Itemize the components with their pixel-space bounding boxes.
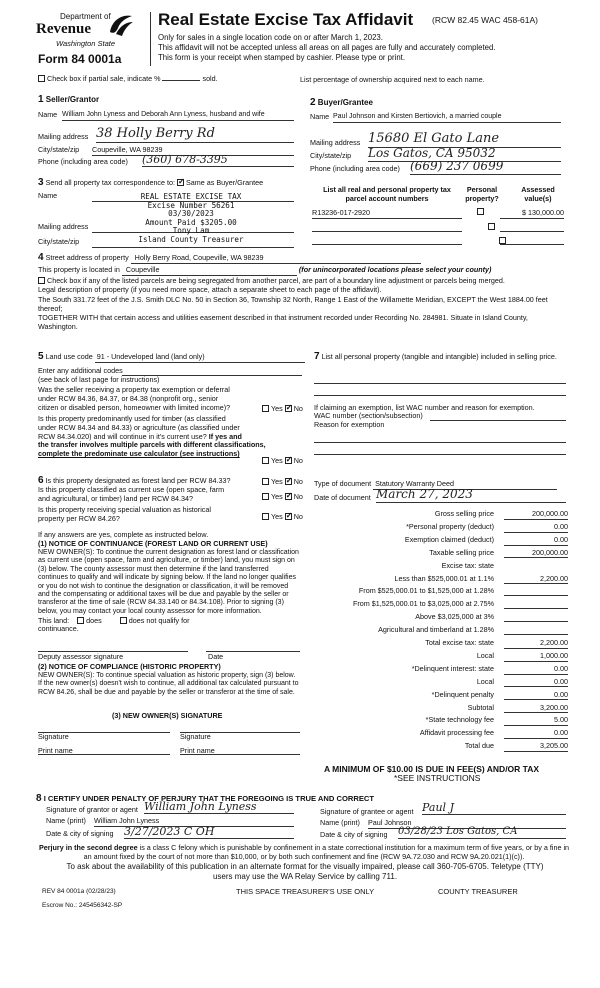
seller-city-label: City/state/zip — [38, 145, 80, 154]
perjury-notice: Perjury in the second degree is a class C felony which is punishable by confinement in a state correctional institution for a maximum term of five years, or by a fine in an amount fixed by the court of not more than $10,000, or by both such confinement and fine (RCW 9A.72.030 and RCW 9A.20.021(1)(c)). — [38, 843, 570, 861]
assessed-value[interactable]: $ 130,000.00 — [500, 209, 564, 219]
tax-row-value[interactable]: 0.00 — [504, 536, 568, 546]
sec7-row: 7 List all personal property (tangible and intangible) included in selling price. — [314, 351, 557, 362]
seller-heading: 1 Seller/Grantor — [38, 94, 100, 105]
segregated-row: Check box if any of the listed parcels are being segregated from another parcel, are part of a boundary line adjustment or parcels being merged. — [38, 277, 566, 286]
tax-row-label: Excise tax: state — [441, 560, 494, 570]
minimum-notice: A MINIMUM OF $10.00 IS DUE IN FEE(S) AND/OR TAX — [324, 764, 540, 774]
assessed-header: Assessed value(s) — [521, 185, 555, 203]
historic-heading: (2) NOTICE OF COMPLIANCE (HISTORIC PROPERTY) — [38, 662, 221, 671]
tax-row-label: Total excise tax: state — [425, 638, 494, 647]
additional-codes-line — [122, 375, 302, 376]
see-instructions: *SEE INSTRUCTIONS — [394, 773, 481, 783]
reason-line-1 — [314, 442, 566, 443]
reason-line-2 — [314, 454, 566, 455]
exemption-question: Was the seller receiving a property tax exemption or deferral under RCW 84.36, 84.37, or 84.38 (nonprofit org., senior citizen or disabled person, homeowner with limited income)? — [38, 385, 231, 412]
tax-row-label: *Personal property (deduct) — [406, 521, 494, 531]
tax-row-value[interactable] — [504, 626, 568, 635]
tax-row-label: Agricultural and timberland at 1.28% — [378, 625, 494, 635]
tax-row-label: Less than $525,000.01 at 1.1% — [394, 573, 494, 583]
owner-sig-label-2: Signature — [180, 732, 211, 741]
located-row: This property is located in Coupeville (for unincorporated locations please select your county) — [38, 265, 492, 274]
grantee-signature[interactable]: Paul J — [422, 801, 566, 815]
deputy-label: Deputy assessor signature — [38, 652, 124, 661]
tax-row-value[interactable]: 0.00 — [504, 665, 568, 675]
tax-row-value[interactable]: 2,200.00 — [504, 639, 568, 649]
tax-row-value[interactable]: 0.00 — [504, 523, 568, 533]
partial-sale-row: Check box if partial sale, indicate % sold. — [38, 74, 218, 84]
treasurer-use: THIS SPACE TREASURER'S USE ONLY — [236, 887, 375, 896]
grantor-name[interactable]: William John Lyness — [94, 817, 294, 827]
wac-label: WAC number (section/subsection) — [314, 411, 423, 420]
partial-pct-field[interactable] — [162, 74, 200, 81]
current-use-yn: Yes ✓ No — [262, 493, 303, 502]
county-treasurer: COUNTY TREASURER — [438, 887, 518, 896]
personal-line-1 — [314, 383, 566, 384]
dor-logo — [36, 12, 136, 52]
buyer-phone-label: Phone (including area code) — [310, 164, 400, 173]
seller-mail-field[interactable]: 38 Holly Berry Rd — [96, 126, 294, 143]
doc-date-field[interactable]: March 27, 2023 — [376, 487, 566, 503]
tax-row-value[interactable] — [504, 587, 568, 596]
revision: REV 84 0001a (02/28/23) — [42, 888, 116, 895]
street-address-field[interactable]: Holly Berry Road, Coupeville, WA 98239 — [131, 254, 421, 264]
forest-yes[interactable] — [262, 478, 269, 485]
tax-row-value[interactable]: 3,205.00 — [504, 742, 568, 752]
exemption-yes[interactable] — [262, 405, 269, 412]
owner-print-label-1: Print name — [38, 746, 73, 755]
sec4-row: 4 Street address of property Holly Berry Road, Coupeville, WA 98239 — [38, 252, 421, 264]
buyer-phone-field[interactable]: (669) 237 0699 — [410, 159, 561, 175]
additional-codes-label: Enter any additional codes (see back of last page for instructions) — [38, 366, 160, 384]
seller-phone-label: Phone (including area code) — [38, 157, 128, 166]
doc-date-label: Date of document — [314, 493, 371, 502]
tax-row-label: Affidavit processing fee — [419, 728, 494, 738]
this-land-row: This land: does does not qualify for — [38, 616, 190, 625]
tax-row-value[interactable]: 200,000.00 — [504, 510, 568, 520]
grantee-date-label: Date & city of signing — [320, 830, 388, 839]
legal-label: Legal description of property (if you need more space, attach a separate sheet to each page of the affidavit). — [38, 285, 382, 294]
tax-row-label: Local — [476, 650, 494, 660]
tax-row-label: *State technology fee — [425, 715, 494, 725]
forest-question: 6 Is this property designated as forest land per RCW 84.33? — [38, 475, 231, 486]
timber-question: Is this property predominantly used for timber (as classified under RCW 84.34 and 84.33) or agriculture (as classified under RCW 84.34.020) and will continue in it's current use? If yes and the transfer involves multiple parcels with different classifications, complete the predominate use calculator (see instructions) — [38, 414, 266, 459]
wa-logo-icon — [106, 12, 134, 38]
historic-question: Is this property receiving special valuation as historical property per RCW 84.26? — [38, 505, 211, 523]
grantee-name[interactable]: Paul Johnson — [368, 819, 566, 829]
parcel-header: List all real and personal property tax parcel account numbers — [323, 185, 451, 203]
ownership-note: List percentage of ownership acquired next to each name. — [300, 75, 485, 84]
personal-line-2 — [314, 395, 566, 396]
grantee-sig-label: Signature of grantee or agent — [320, 807, 414, 816]
doc-type-field[interactable]: Statutory Warranty Deed — [373, 480, 557, 490]
new-owner-sig-heading: (3) NEW OWNER(S) SIGNATURE — [112, 711, 223, 720]
header-line1: Only for sales in a single location code on or after March 1, 2023. — [158, 33, 383, 42]
form-number: Form 84 0001a — [38, 52, 122, 66]
escrow-number: Escrow No.: 245456342-SP — [42, 902, 123, 909]
tax-row-value[interactable]: 2,200.00 — [504, 575, 568, 585]
buyer-name-field[interactable]: Paul Johnson and Kirsten Bertiovich, a married couple — [333, 113, 561, 123]
doc-type-row: Type of document Statutory Warranty Deed — [314, 480, 557, 490]
tax-row-value[interactable]: 200,000.00 — [504, 549, 568, 559]
tax-row-value[interactable] — [504, 562, 568, 571]
grantor-name-label: Name (print) — [46, 816, 86, 825]
buyer-heading: 2 Buyer/Grantee — [310, 97, 373, 108]
tax-row-label: From $525,000.01 to $1,525,000 at 1.28% — [358, 586, 494, 596]
tax-row-label: Exemption claimed (deduct) — [404, 534, 494, 544]
tax-row-value[interactable] — [504, 613, 568, 622]
tax-row-label: Total due — [464, 741, 494, 751]
tax-row-value[interactable] — [504, 600, 568, 609]
does-not-checkbox[interactable] — [120, 617, 127, 624]
wac-line — [430, 420, 566, 421]
tax-row-label: Subtotal — [467, 702, 494, 712]
personal-checkbox-2[interactable] — [488, 223, 495, 230]
tax-row-label: From $1,525,000.01 to $3,025,000 at 2.75% — [352, 599, 494, 609]
continuance-heading: (1) NOTICE OF CONTINUANCE (FOREST LAND OR CURRENT USE) — [38, 539, 268, 548]
tax-row-label: Above $3,025,000 at 3% — [415, 612, 494, 622]
grantor-signature[interactable]: William John Lyness — [144, 800, 294, 814]
seller-city-field[interactable]: Coupeville, WA 98239 — [92, 146, 294, 156]
exemption-yn: Yes ✓ No — [262, 405, 303, 414]
seller-name-label: Name — [38, 110, 58, 119]
tax-row-value[interactable]: 1,000.00 — [504, 652, 568, 662]
forest-no[interactable] — [285, 478, 292, 485]
any-yes-note: If any answers are yes, complete as instructed below. — [38, 530, 209, 539]
current-use-no[interactable] — [285, 493, 292, 500]
header-divider — [150, 12, 151, 66]
sec5-row: 5 Land use code 91 - Undeveloped land (land only) — [38, 351, 305, 363]
historic-yn: Yes ✓ No — [262, 513, 303, 522]
seller-mail-label: Mailing address — [38, 132, 89, 141]
current-use-question: Is this property classified as current use (open space, farm and agricultural, or timber) land per RCW 84.34? — [38, 485, 225, 503]
tax-row-label: *Delinquent penalty — [431, 689, 494, 699]
reason-label: Reason for exemption — [314, 420, 385, 429]
does-checkbox[interactable] — [77, 617, 84, 624]
certify-heading: 8 I CERTIFY UNDER PENALTY OF PERJURY THAT THE FOREGOING IS TRUE AND CORRECT — [36, 793, 375, 804]
sec3-city-label: City/state/zip — [38, 237, 80, 246]
current-use-yes[interactable] — [262, 493, 269, 500]
grantor-date[interactable]: 3/27/2023 C OH — [124, 825, 294, 839]
parcel-number-3[interactable] — [312, 235, 462, 245]
header-line3: This form is your receipt when stamped by cashier. Please type or print. — [158, 53, 406, 62]
buyer-mail-field[interactable]: 15680 El Gato Lane — [368, 131, 561, 148]
location-field[interactable]: Coupeville — [122, 266, 297, 276]
grantee-name-label: Name (print) — [320, 818, 360, 827]
owner-print-label-2: Print name — [180, 746, 215, 755]
partial-sale-checkbox[interactable] — [38, 75, 45, 82]
treasurer-stamp: REAL ESTATE EXCISE TAX Excise Number 56261 03/30/2023 Amount Paid $3205.00 Tony Lam Island County Treasurer — [138, 192, 244, 244]
tax-row-label: Local — [476, 676, 494, 686]
seller-phone-field[interactable]: (360) 678-3395 — [142, 153, 294, 167]
tax-row-label: Taxable selling price — [429, 547, 494, 557]
continuance-label: continuance. — [38, 624, 79, 633]
tax-row-value[interactable]: 0.00 — [504, 678, 568, 688]
personal-checkbox-1[interactable] — [477, 208, 484, 215]
owner-sig-label-1: Signature — [38, 732, 69, 741]
exemption-no[interactable] — [285, 405, 292, 412]
sec3-row: 3 Send all property tax correspondence to: ✓ Same as Buyer/Grantee — [38, 177, 263, 189]
same-as-buyer-checkbox[interactable] — [177, 179, 184, 186]
tax-row-label: Gross selling price — [434, 509, 494, 518]
state-text: Washington State — [56, 39, 116, 48]
grantor-date-label: Date & city of signing — [46, 829, 114, 838]
exemption-claim: If claiming an exemption, list WAC number and reason for exemption. — [314, 403, 535, 412]
buyer-name-label: Name — [310, 112, 330, 121]
sec3-mail-label: Mailing address — [38, 222, 89, 231]
form-title: Real Estate Excise Tax Affidavit — [158, 10, 414, 29]
timber-no[interactable] — [285, 457, 292, 464]
seller-name-field[interactable]: William John Lyness and Deborah Ann Lyness, husband and wife — [62, 111, 294, 121]
forest-yn: Yes ✓ No — [262, 478, 303, 487]
segregated-checkbox[interactable] — [38, 277, 45, 284]
assessed-value-2[interactable] — [500, 222, 564, 232]
tax-row-value[interactable]: 0.00 — [504, 691, 568, 701]
tax-row-value[interactable]: 5.00 — [504, 716, 568, 726]
deputy-date-label: Date — [208, 652, 224, 661]
grantee-date[interactable]: 03/28/23 Los Gatos, CA — [398, 826, 566, 839]
tax-row-value[interactable]: 3,200.00 — [504, 704, 568, 714]
header-line2: This affidavit will not be accepted unless all areas on all pages are fully and accurately completed. — [158, 43, 496, 52]
dept-text: Department of — [60, 12, 111, 21]
revenue-text: Revenue — [36, 21, 91, 37]
continuance-body: NEW OWNER(S): To continue the current designation as forest land or classification as current use (open space, farm and agriculture, or timber) land, you must sign on (3) below. The county assessor must then determine if the land transferred continues to qualify and will indicate by signing below. If the land no longer qualifies or you do not wish to continue the designation or classification, it will be removed and the compensating or additional taxes will be due and payable by the seller or transferor at the time of sale (RCW 84.33.140 or 84.34.108). Prior to signing (3) below, you may contact your local county assessor for more information. — [38, 549, 299, 615]
sec3-name-label: Name — [38, 191, 58, 200]
assessed-value-3[interactable] — [500, 235, 564, 245]
buyer-city-label: City/state/zip — [310, 151, 352, 160]
buyer-city-field[interactable]: Los Gatos, CA 95032 — [368, 146, 561, 162]
parcel-number[interactable]: R13236-017-2920 — [312, 209, 462, 219]
timber-yes[interactable] — [262, 457, 269, 464]
sec3-city-line — [92, 247, 294, 248]
alternate-format: To ask about the availability of this publication in an alternate format for the visually impaired, please call 360-705-6705. Teletype (TTY) users may use the WA Relay Service by calling 711. — [66, 862, 544, 881]
historic-body: NEW OWNER(S): To continue special valuation as historic property, sign (3) below. If the new owner(s) doesn't wish to continue, all additional tax calculated pursuant to RCW 84.26, shall be due and payable by the seller or transferor at the time of sale. — [38, 672, 299, 696]
tax-row-value[interactable]: 0.00 — [504, 729, 568, 739]
buyer-mail-label: Mailing address — [310, 138, 361, 147]
rcw-ref: (RCW 82.45 WAC 458-61A) — [432, 15, 538, 25]
timber-yn: Yes ✓ No — [262, 457, 303, 466]
legal-desc-1: The South 331.72 feet of the J.S. Smith DLC No. 50 in Section 36, Township 32 North, Range 1 East of the Willamette Meridian, EXCEPT the West 1884.00 feet thereof; — [38, 295, 548, 313]
land-use-field[interactable]: 91 - Undeveloped land (land only) — [95, 353, 305, 363]
legal-desc-2: TOGETHER WITH that certain access and utilities easement described in that instrument recorded under Recording No. 284981. Situate in Island County, Washington. — [38, 313, 528, 331]
tax-row-label: *Delinquent interest: state — [411, 663, 494, 673]
parcel-number-2[interactable] — [312, 222, 462, 232]
personal-header: Personal property? — [465, 185, 499, 203]
grantor-sig-label: Signature of grantor or agent — [46, 805, 138, 814]
